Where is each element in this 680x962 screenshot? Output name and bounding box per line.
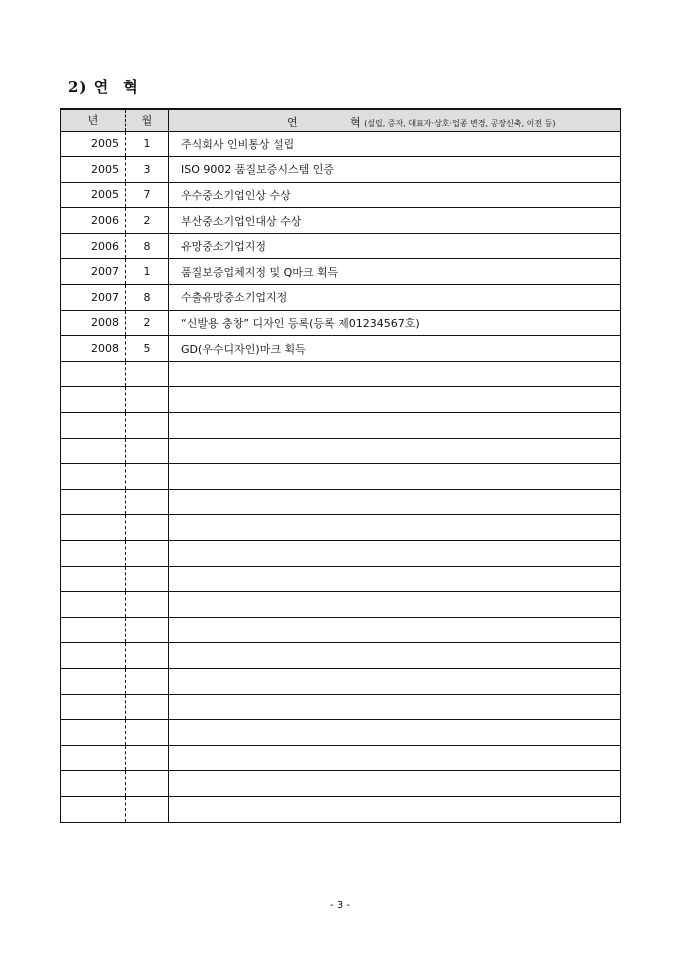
event-cell [169,489,621,515]
table-row [61,131,621,157]
event-cell [169,745,621,771]
header-year: 년 [61,109,126,131]
event-cell [169,541,621,567]
table-row [61,361,621,387]
section-title-word-1: 연 [93,78,110,96]
table-row [61,285,621,311]
table-row [61,771,621,797]
year-cell [61,464,126,490]
event-cell [169,720,621,746]
table-row [61,694,621,720]
table-row [61,745,621,771]
table-row [61,208,621,234]
event-cell [169,438,621,464]
table-row [61,566,621,592]
month-cell [126,668,169,694]
month-cell [126,387,169,413]
month-cell: 2 [126,208,169,234]
table-row [61,617,621,643]
table-row [61,157,621,183]
year-cell [61,643,126,669]
year-cell: 2008 [61,310,126,336]
event-cell [169,694,621,720]
history-table [60,108,621,823]
event-cell: 수출유망중소기업지정 [169,285,621,311]
year-cell [61,720,126,746]
month-cell [126,592,169,618]
event-cell: 우수중소기업인상 수상 [169,182,621,208]
year-cell: 2006 [61,208,126,234]
table-header-row [61,109,621,131]
year-cell [61,413,126,439]
month-cell [126,643,169,669]
event-cell [169,771,621,797]
month-cell [126,771,169,797]
header-event-note: (설립, 증자, 대표자·상호·업종 변경, 공장신축, 이전 등) [364,119,556,128]
year-cell [61,361,126,387]
year-cell: 2006 [61,233,126,259]
event-cell [169,464,621,490]
year-cell: 2007 [61,259,126,285]
event-cell [169,668,621,694]
year-cell [61,566,126,592]
month-cell [126,796,169,822]
year-cell: 2005 [61,157,126,183]
month-cell [126,541,169,567]
event-cell [169,566,621,592]
event-cell [169,617,621,643]
year-cell [61,796,126,822]
table-row [61,259,621,285]
table-row [61,310,621,336]
event-cell: 부산중소기업인대상 수상 [169,208,621,234]
event-cell [169,592,621,618]
table-row [61,668,621,694]
month-cell: 7 [126,182,169,208]
event-cell [169,413,621,439]
month-cell [126,489,169,515]
page-number: - 3 - [330,900,350,911]
month-cell: 5 [126,336,169,362]
table-row [61,464,621,490]
section-number: 2) [68,78,88,96]
table-row [61,233,621,259]
event-cell [169,387,621,413]
table-row [61,720,621,746]
year-cell [61,617,126,643]
month-cell [126,694,169,720]
month-cell [126,617,169,643]
event-cell: 품질보증업체지정 및 Q마크 획득 [169,259,621,285]
month-cell [126,720,169,746]
month-cell [126,566,169,592]
month-cell: 8 [126,285,169,311]
year-cell [61,387,126,413]
table-row [61,643,621,669]
month-cell [126,438,169,464]
month-cell [126,361,169,387]
month-cell [126,413,169,439]
event-cell [169,643,621,669]
year-cell [61,592,126,618]
table-row [61,438,621,464]
year-cell: 2007 [61,285,126,311]
year-cell: 2005 [61,131,126,157]
year-cell [61,438,126,464]
section-title-word-2: 혁 [123,78,139,96]
month-cell: 1 [126,259,169,285]
month-cell: 1 [126,131,169,157]
table-row [61,413,621,439]
header-event-right-group [350,114,555,130]
month-cell: 8 [126,233,169,259]
month-cell [126,515,169,541]
header-month: 월 [126,109,169,131]
event-cell [169,515,621,541]
event-cell: GD(우수디자인)마크 획득 [169,336,621,362]
header-event [169,109,621,131]
year-cell [61,515,126,541]
header-event-right: 혁 [350,116,361,129]
header-event-left: 연 [287,116,298,129]
table-row [61,796,621,822]
table-row [61,489,621,515]
year-cell: 2005 [61,182,126,208]
year-cell [61,694,126,720]
table-row [61,592,621,618]
table-row [61,182,621,208]
event-cell [169,796,621,822]
month-cell [126,745,169,771]
month-cell [126,464,169,490]
month-cell: 2 [126,310,169,336]
table-row [61,541,621,567]
event-cell: 유망중소기업지정 [169,233,621,259]
year-cell [61,771,126,797]
event-cell: “신발용 충창” 디자인 등록(등록 제01234567호) [169,310,621,336]
year-cell [61,541,126,567]
table-row [61,336,621,362]
event-cell [169,361,621,387]
year-cell [61,745,126,771]
year-cell: 2008 [61,336,126,362]
year-cell [61,668,126,694]
table-row [61,387,621,413]
month-cell: 3 [126,157,169,183]
section-title [68,76,139,97]
table-row [61,515,621,541]
year-cell [61,489,126,515]
event-cell: 주식회사 인비통상 설립 [169,131,621,157]
event-cell: ISO 9002 품질보증시스템 인증 [169,157,621,183]
